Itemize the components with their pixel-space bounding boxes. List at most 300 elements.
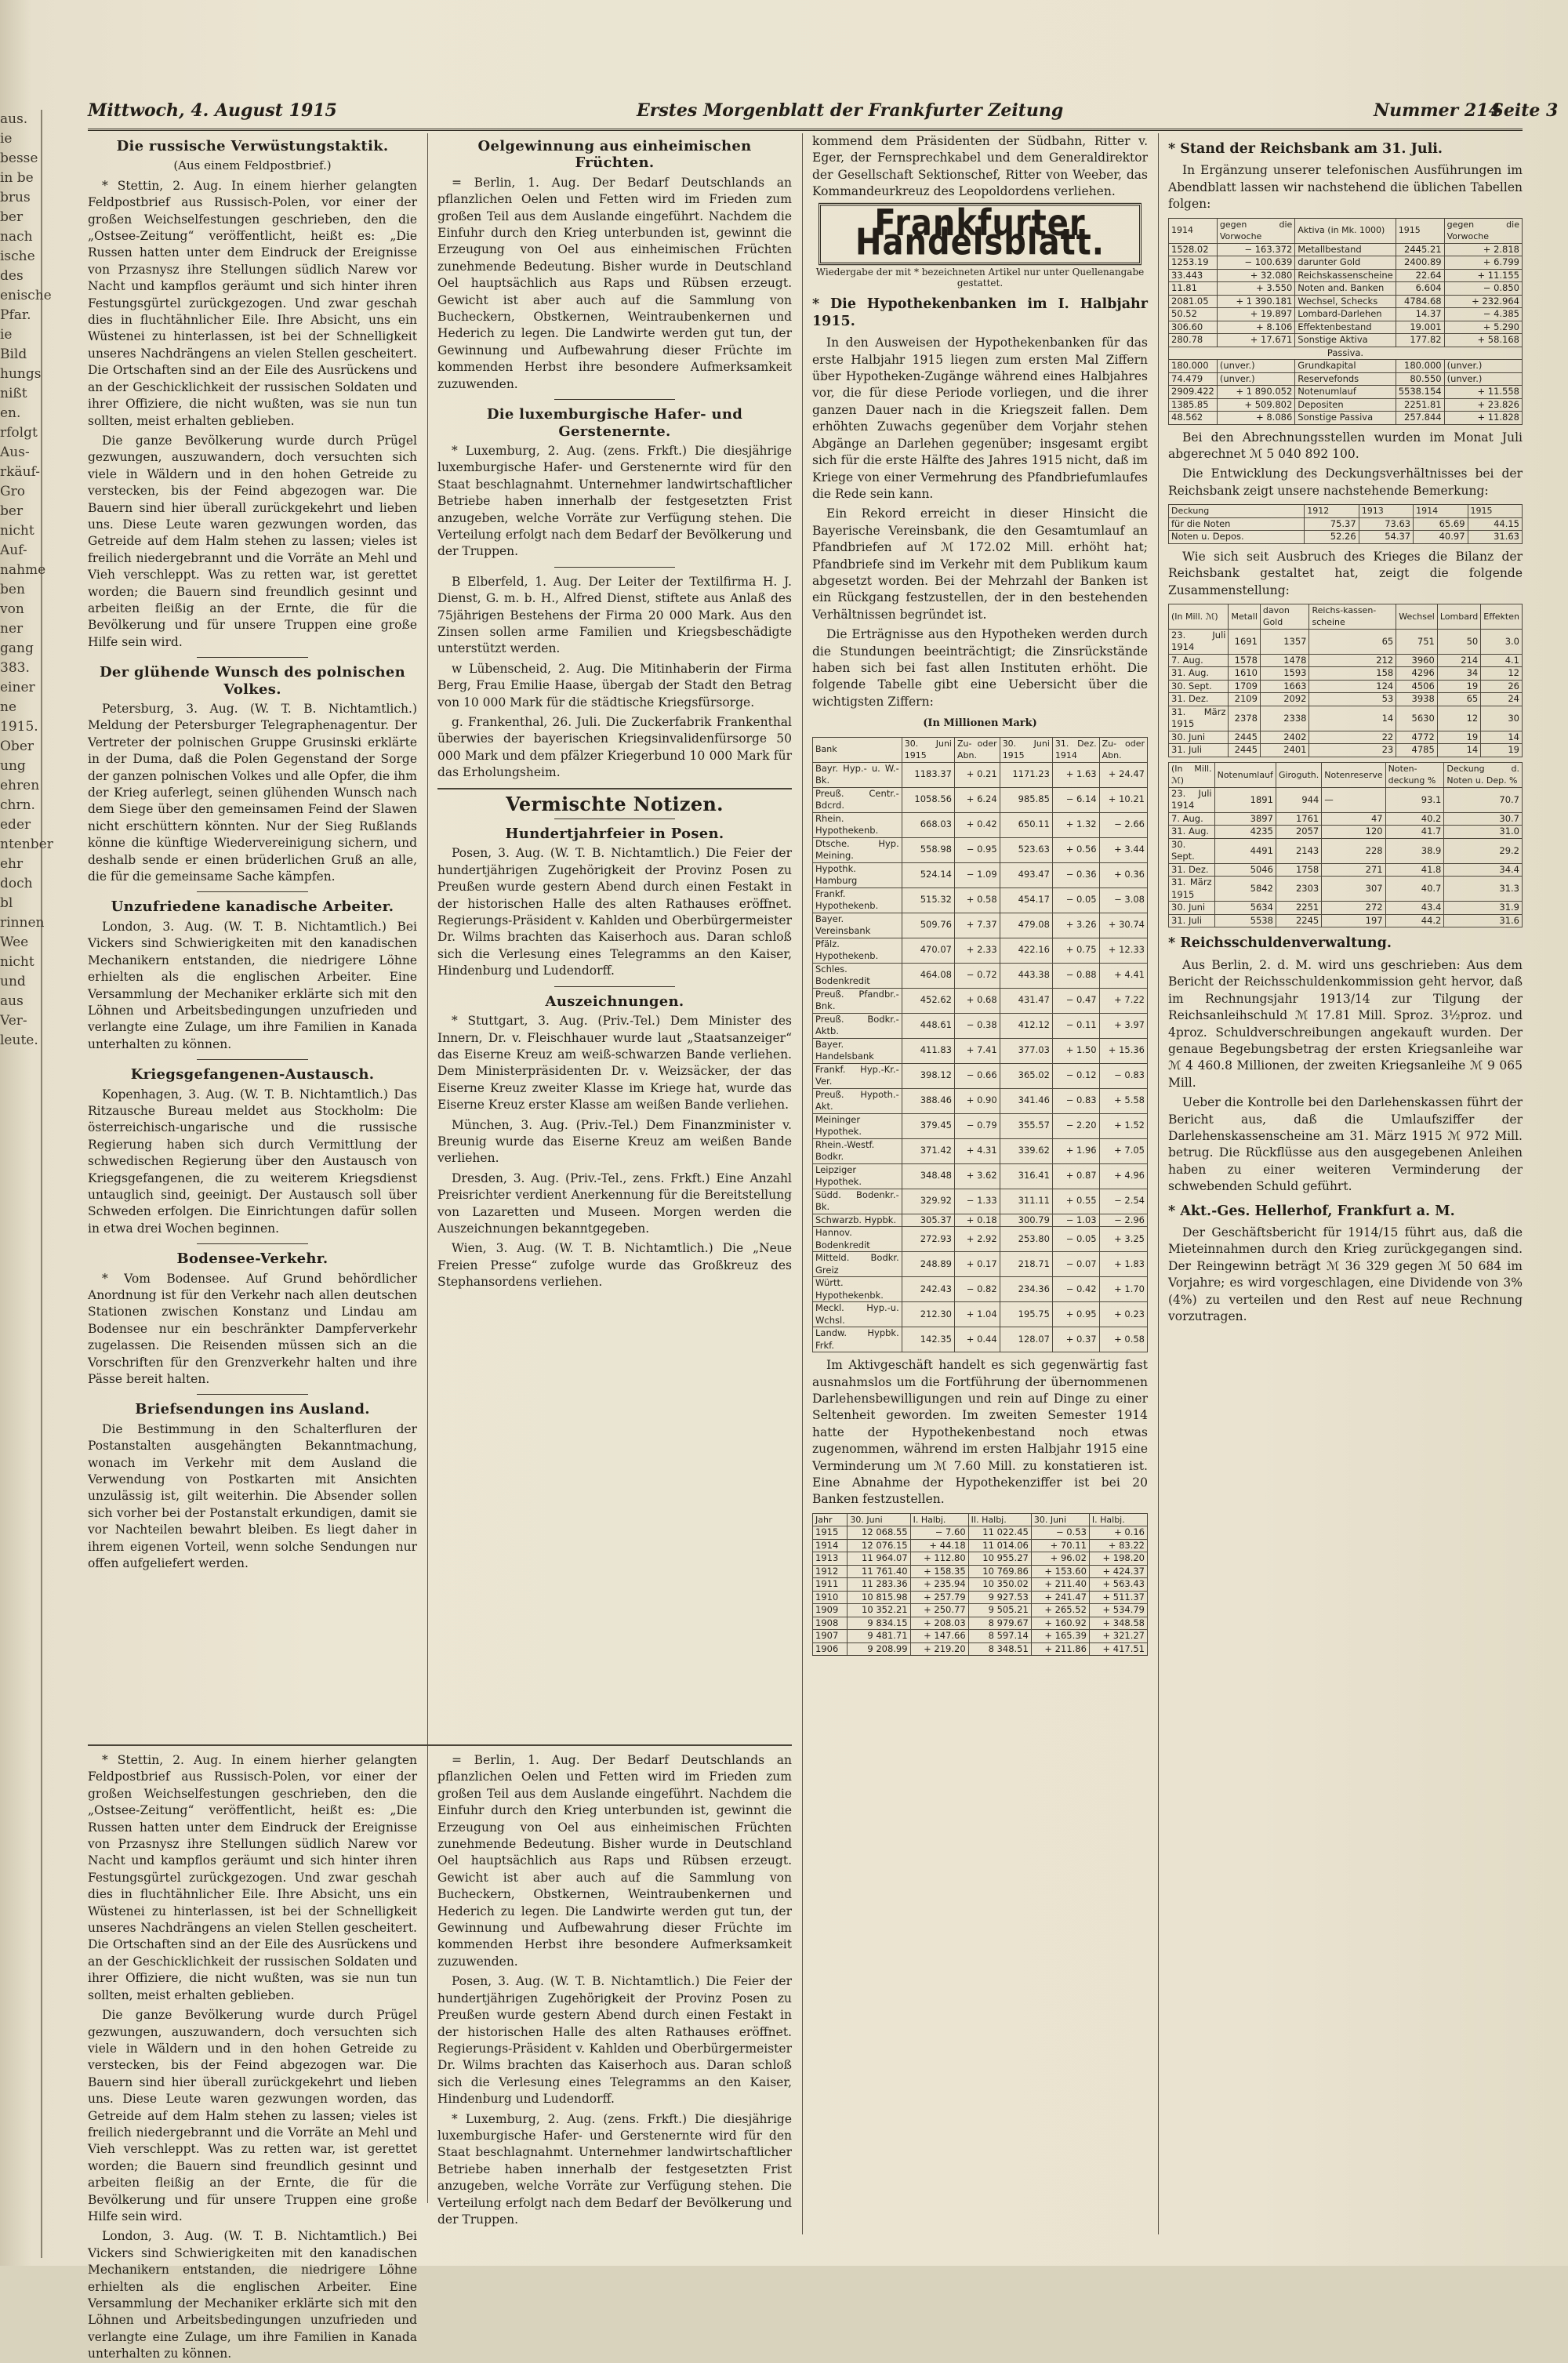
column-header: Metall xyxy=(1229,604,1260,629)
strip-fragment: hungs xyxy=(0,366,42,382)
column-header: 1912 xyxy=(1305,505,1359,518)
table-cell: − 2.96 xyxy=(1099,1214,1147,1227)
column-header: 1914 xyxy=(1414,505,1468,518)
table-cell: 2092 xyxy=(1260,693,1309,706)
table-cell: + 0.95 xyxy=(1052,1302,1099,1327)
table-cell: 1758 xyxy=(1276,863,1321,877)
article-paragraph: Der Geschäftsbericht für 1914/15 führt aus, daß die Mieteinnahmen durch den Krieg zurückgegangen sind. Der Reingewinn beträgt ℳ 36 329 gegen ℳ 50 684 im Vorjahre; es wird vorgeschlagen, eine Dividende von 3% (4%) zu verteilen und den Rest auf neue Rechnung vorzutragen. xyxy=(1168,1225,1523,1323)
table-row xyxy=(1169,693,1523,706)
table-cell: 452.62 xyxy=(902,988,954,1013)
table-cell: − 0.53 xyxy=(1031,1526,1089,1540)
table-cell: Reservefonds xyxy=(1295,372,1396,386)
column-header: Deckung xyxy=(1169,505,1305,518)
table-cell: 558.98 xyxy=(902,837,954,862)
table-cell: − 0.82 xyxy=(954,1277,1000,1302)
table-cell: 23. Juli 1914 xyxy=(1169,787,1215,812)
table-cell: 329.92 xyxy=(902,1189,954,1214)
table-cell: 2401 xyxy=(1260,744,1309,757)
table-cell: 944 xyxy=(1276,787,1321,812)
column-rule xyxy=(802,133,803,2234)
table-cell: 1906 xyxy=(813,1642,848,1656)
article-title: * Die Hypothekenbanken im I. Halbjahr 1915. xyxy=(812,296,1148,329)
masthead-page: Seite 3 xyxy=(1491,100,1559,121)
table-cell: − 0.66 xyxy=(954,1063,1000,1088)
article-paragraph: In den Ausweisen der Hypothekenbanken für das erste Halbjahr 1915 liegen zum ersten Mal Ziffern über Hypotheken-Zugänge während eines Halbjahres vor, die für diese Periode vorliegen, und die ihrer ganzen Dauer nach in die Kriegszeit fallen. Dem erhöhten Zuwachs gegenüber dem Vorjahr stehen Abgänge an Darlehen gegenüber; insgesamt ergibt sich für die erste Hälfte des Jahres 1915 nicht, daß im Kriege von einer Vermehrung des Pfandbriefumlaufes die Rede sein kann. xyxy=(812,336,1148,501)
mortgage-history-table xyxy=(812,1513,1148,1657)
table-cell: − 0.05 xyxy=(1052,887,1099,913)
table-cell: 74.479 xyxy=(1169,372,1218,386)
table-cell: 31.3 xyxy=(1444,877,1523,902)
column-header: davon Gold xyxy=(1260,604,1309,629)
strip-fragment: rfolgt xyxy=(0,425,38,441)
column-rule xyxy=(427,133,428,2203)
table-cell: − 0.47 xyxy=(1052,988,1099,1013)
table-cell: 1610 xyxy=(1229,667,1260,681)
table-cell: − 0.36 xyxy=(1052,862,1099,887)
passiva-label: Passiva. xyxy=(1169,347,1523,360)
table-cell: 180.000 xyxy=(1169,360,1218,373)
table-cell: Sonstige Aktiva xyxy=(1295,334,1396,347)
table-cell: + 4.41 xyxy=(1099,963,1147,988)
table-cell: + 0.87 xyxy=(1052,1163,1099,1189)
table-cell: + 511.37 xyxy=(1089,1591,1147,1604)
strip-fragment: ntenber xyxy=(0,837,53,852)
table-cell: 448.61 xyxy=(902,1013,954,1038)
column-header: Noten-deckung % xyxy=(1385,762,1444,787)
column-header: Zu- oder Abn. xyxy=(1099,737,1147,762)
column-header: (In Mill. ℳ) xyxy=(1169,604,1229,629)
table-cell: + 235.94 xyxy=(910,1578,968,1592)
table-cell: − 1.33 xyxy=(954,1189,1000,1214)
table-cell: 3.0 xyxy=(1481,629,1523,654)
table-cell: Mitteld. Bodkr. Greiz xyxy=(813,1252,902,1277)
table-cell: 2338 xyxy=(1260,706,1309,731)
table-cell: 2303 xyxy=(1276,877,1321,902)
table-cell: 10 350.02 xyxy=(968,1578,1031,1592)
table-cell: 218.71 xyxy=(1000,1252,1052,1277)
table-row xyxy=(813,1038,1148,1063)
column-4 xyxy=(1168,133,1523,2242)
strip-fragment: 1915. xyxy=(0,719,38,735)
table-cell: 180.000 xyxy=(1396,360,1444,373)
table-cell: 2402 xyxy=(1260,731,1309,744)
table-cell: 377.03 xyxy=(1000,1038,1052,1063)
table-cell: 2251 xyxy=(1276,902,1321,915)
column-header: I. Halbj. xyxy=(910,1513,968,1526)
table-cell: + 11.558 xyxy=(1444,386,1522,399)
table-cell: 11 964.07 xyxy=(848,1552,910,1566)
table-cell: 29.2 xyxy=(1444,838,1523,863)
table-cell: 43.4 xyxy=(1385,902,1444,915)
table-cell: + 241.47 xyxy=(1031,1591,1089,1604)
separator xyxy=(197,657,309,658)
table-cell: 305.37 xyxy=(902,1214,954,1227)
table-cell: 31.63 xyxy=(1468,531,1522,544)
table-cell: Rhein.-Westf. Bodkr. xyxy=(813,1138,902,1163)
article-paragraph: Wie sich seit Ausbruch des Krieges die Bilanz der Reichsbank gestaltet hat, zeigt die folgende Zusammenstellung: xyxy=(1168,549,1523,597)
strip-fragment: ische xyxy=(0,249,35,264)
table-cell: 1911 xyxy=(813,1578,848,1592)
article-paragraph: * Stettin, 2. Aug. In einem hierher gelangten Feldpostbrief aus Russisch-Polen, vor einer der großen Weichselfestungen geschrieben, den die „Ostsee-Zeitung“ veröffentlicht, heißt es: „Die Russen hatten unter dem Eindruck der Ereignisse von Przasnysz ihre Stellungen südlich Narew vor Nacht und kampflos geräumt und sich hinter ihren Festungsgürtel zurückgezogen. Und zwar geschah dies in fluchtähnlicher Eile. Ihre Absicht, uns ein Wüstenei zu hinterlassen, ist bei der Schnelligkeit unseres Nachdrängens an vielen Stellen gescheitert. Die Ortschaften sind an der Eile des Ausrückens und an der Geschicklichkeit der russischen Soldaten und ihrer Offiziere, die nicht wußten, was sie nun tun sollten, meist erhalten geblieben. xyxy=(88,1753,417,2002)
column-header: Effekten xyxy=(1481,604,1523,629)
table-cell: 2445 xyxy=(1229,731,1260,744)
table-cell: + 6.799 xyxy=(1444,256,1522,270)
table-cell: + 30.74 xyxy=(1099,913,1147,938)
table-cell: + 15.36 xyxy=(1099,1038,1147,1063)
table-cell: 34.4 xyxy=(1444,863,1523,877)
table-cell: + 12.33 xyxy=(1099,938,1147,963)
table-cell: 53 xyxy=(1309,693,1396,706)
table-cell: + 232.964 xyxy=(1444,295,1522,308)
table-cell: 348.48 xyxy=(902,1163,954,1189)
article-title: Der glühende Wunsch des polnischen Volkes. xyxy=(99,664,406,698)
table-cell: Pfälz. Hypothekenb. xyxy=(813,938,902,963)
table-cell: 19.001 xyxy=(1396,321,1444,334)
separator xyxy=(197,1243,309,1244)
table-cell: 1709 xyxy=(1229,680,1260,693)
table-cell: 388.46 xyxy=(902,1088,954,1113)
table-cell: + 0.37 xyxy=(1052,1327,1099,1352)
table-cell: + 0.90 xyxy=(954,1088,1000,1113)
table-cell: 40.2 xyxy=(1385,812,1444,826)
article-title: Die luxemburgische Hafer- und Gerstenernte. xyxy=(486,406,743,440)
table-cell: 10 955.27 xyxy=(968,1552,1031,1566)
table-cell: + 153.60 xyxy=(1031,1565,1089,1578)
table-cell: 14.37 xyxy=(1396,308,1444,321)
table-row xyxy=(1169,914,1523,927)
table-cell: 197 xyxy=(1322,914,1385,927)
table-cell: − 163.372 xyxy=(1217,243,1294,256)
table-cell: 1907 xyxy=(813,1630,848,1643)
strip-fragment: nicht xyxy=(0,954,34,970)
table-cell: 751 xyxy=(1396,629,1438,654)
strip-fragment: einer xyxy=(0,680,35,695)
table-cell: − 6.14 xyxy=(1052,787,1099,812)
table-cell: Reichskassenscheine xyxy=(1295,269,1396,282)
table-cell: 1663 xyxy=(1260,680,1309,693)
table-cell: − 0.83 xyxy=(1052,1088,1099,1113)
table-row xyxy=(1169,838,1523,863)
table-cell: 524.14 xyxy=(902,862,954,887)
table-cell: 40.7 xyxy=(1385,877,1444,902)
table-cell: + 8.086 xyxy=(1217,412,1294,425)
table-cell: 1913 xyxy=(813,1552,848,1566)
strip-fragment: Wee xyxy=(0,935,29,950)
table-cell: 1915 xyxy=(813,1526,848,1540)
table-cell: 195.75 xyxy=(1000,1302,1052,1327)
table-row xyxy=(1169,531,1523,544)
article-title: Hundertjahrfeier in Posen. xyxy=(505,826,724,843)
column-header: II. Halbj. xyxy=(968,1513,1031,1526)
table-cell: + 19.897 xyxy=(1217,308,1294,321)
table-cell: 23. Juli 1914 xyxy=(1169,629,1229,654)
column-header: Wechsel xyxy=(1396,604,1438,629)
table-cell: 4.1 xyxy=(1481,654,1523,667)
table-cell: + 348.58 xyxy=(1089,1617,1147,1630)
table-cell: 124 xyxy=(1309,680,1396,693)
table-row xyxy=(813,1591,1148,1604)
table-cell: (unver.) xyxy=(1444,372,1522,386)
strip-fragment: chrn. xyxy=(0,797,35,813)
table-cell: + 7.22 xyxy=(1099,988,1147,1013)
article-paragraph: München, 3. Aug. (Priv.-Tel.) Dem Finanzminister v. Breunig wurde das Eiserne Kreuz am weißen Bande verliehen. xyxy=(437,1117,792,1166)
article-paragraph: * Vom Bodensee. Auf Grund behördlicher Anordnung ist für den Verkehr nach allen deutschen Stationen zwischen Konstanz und Lindau am Bodensee nur ein beschränkter Dampferverkehr zugelassen. Die Reisenden müssen sich an die Vorschriften für den Grenzverkehr halten und ihre Pässe bereit halten. xyxy=(88,1271,417,1387)
table-cell: 31.9 xyxy=(1444,902,1523,915)
article-paragraph: Die Erträgnisse aus den Hypotheken werden durch die Stundungen beeinträchtigt; die Zinsrückstände haben sich bei fast allen Instituten erhöht. Die folgende Tabelle gibt eine Uebersicht über die wichtigsten Ziffern: xyxy=(812,627,1148,709)
article-paragraph: kommend dem Präsidenten der Südbahn, Ritter v. Eger, der Fernsprechkabel und dem Generaldirektor der Gesellschaft Sektionschef, Ritter von Weeber, das Kommandeurkreuz des Leopoldordens verliehen. xyxy=(812,134,1148,199)
table-row xyxy=(1169,517,1523,531)
table-row xyxy=(1169,412,1523,425)
table-row xyxy=(813,1604,1148,1617)
table-cell: + 0.23 xyxy=(1099,1302,1147,1327)
table-cell: 1183.37 xyxy=(902,762,954,787)
table-cell: − 0.850 xyxy=(1444,282,1522,296)
article-paragraph: w Lübenscheid, 2. Aug. Die Mitinhaberin der Firma Berg, Frau Emilie Haase, übergab der Stadt den Betrag von 10 000 Mark für die städtische Kriegsfürsorge. xyxy=(437,661,792,710)
table-cell: + 1 890.052 xyxy=(1217,386,1294,399)
table-row xyxy=(813,963,1148,988)
table-cell: + 250.77 xyxy=(910,1604,968,1617)
column-header: 1915 xyxy=(1468,505,1522,518)
table-row xyxy=(813,1630,1148,1643)
table-cell: Noten and. Banken xyxy=(1295,282,1396,296)
table-cell: 5046 xyxy=(1214,863,1276,877)
column-1-lower xyxy=(88,1752,417,2361)
table-cell: 10 815.98 xyxy=(848,1591,910,1604)
table-cell: − 2.54 xyxy=(1099,1189,1147,1214)
article-paragraph: = Berlin, 1. Aug. Der Bedarf Deutschlands an pflanzlichen Oelen und Fetten wird im Frieden zum großen Teil aus dem Auslande eingeführt. Nachdem die Einfuhr durch den Krieg unterbunden ist, gewinnt die Erzeugung von Oel aus einheimischen Früchten zunehmende Bedeutung. Bisher wurde in Deutschland Oel hauptsächlich aus Raps und Rübsen erzeugt. Gewicht ist aber auch auf die Sammlung von Bucheckern, Obstkernen, Weintraubenkernen und Hederich zu legen. Die Landwirte werden gut tun, der Gewinnung und Aufbewahrung dieser Früchte im kommenden Herbst ihre besondere Aufmerksamkeit zuzuwenden. xyxy=(437,175,792,391)
table-cell: 1385.85 xyxy=(1169,398,1218,412)
table-cell: 19 xyxy=(1481,744,1523,757)
table-cell: 24 xyxy=(1481,693,1523,706)
table-row xyxy=(813,1642,1148,1656)
strip-fragment: nißt xyxy=(0,386,27,401)
table-cell: 54.37 xyxy=(1359,531,1413,544)
strip-fragment: doch xyxy=(0,876,33,891)
table-cell: 31. Juli xyxy=(1169,744,1229,757)
table-cell: + 198.20 xyxy=(1089,1552,1147,1566)
strip-fragment: aus. xyxy=(0,111,28,127)
table-cell: + 5.58 xyxy=(1099,1088,1147,1113)
table-cell: 30. Juni xyxy=(1169,731,1229,744)
table-cell: 515.32 xyxy=(902,887,954,913)
table-cell: 11 283.36 xyxy=(848,1578,910,1592)
table-cell: + 208.03 xyxy=(910,1617,968,1630)
strip-fragment: Pfar. xyxy=(0,307,31,323)
strip-fragment: ie xyxy=(0,327,13,343)
table-row xyxy=(1169,308,1523,321)
table-cell: + 509.802 xyxy=(1217,398,1294,412)
table-cell: 2081.05 xyxy=(1169,295,1218,308)
table-cell: + 0.36 xyxy=(1099,862,1147,887)
strip-fragment: besse xyxy=(0,151,38,166)
table-cell: 11 022.45 xyxy=(968,1526,1031,1540)
article-paragraph: Aus Berlin, 2. d. M. wird uns geschrieben: Aus dem Bericht der Reichsschuldenkommission geht hervor, daß im Rechnungsjahr 1913/14 zur Tilgung der Reichsanleihschuld ℳ 17.81 Mill. Sprоz. 3½proz. und 4proz. Schuldverschreibungen angekauft wurden. Der genaue Begebungsbetrag der ersten Kriegsanleihe war ℳ 4 460.8 Millionen, der zweiten Kriegsanleihe ℳ 9 065 Mill. xyxy=(1168,957,1523,1090)
column-header: Jahr xyxy=(813,1513,848,1526)
table-cell: 339.62 xyxy=(1000,1138,1052,1163)
table-cell: (unver.) xyxy=(1217,372,1294,386)
table-row xyxy=(813,1189,1148,1214)
table-cell: 14 xyxy=(1309,706,1396,731)
table-cell: 31. März 1915 xyxy=(1169,706,1229,731)
column-header: gegen die Vorwoche xyxy=(1217,218,1294,243)
table-cell: + 1.52 xyxy=(1099,1113,1147,1138)
table-cell: Dtsche. Hyp. Meining. xyxy=(813,837,902,862)
section-masthead: Frankfurter Handelsblatt. xyxy=(818,202,1142,264)
table-cell: 10 769.86 xyxy=(968,1565,1031,1578)
table-cell: 1593 xyxy=(1260,667,1309,681)
article-title: * Akt.-Ges. Hellerhof, Frankfurt a. M. xyxy=(1168,1203,1455,1219)
separator xyxy=(554,567,675,568)
table-cell: 31. Aug. xyxy=(1169,826,1215,839)
table-cell: 4772 xyxy=(1396,731,1438,744)
column-header: 30. Juni xyxy=(1031,1513,1089,1526)
table-cell: 10 352.21 xyxy=(848,1604,910,1617)
column-header: 30. Juni 1915 xyxy=(1000,737,1052,762)
table-cell: 365.02 xyxy=(1000,1063,1052,1088)
table-cell: + 7.37 xyxy=(954,913,1000,938)
table-cell: 70.7 xyxy=(1444,787,1523,812)
table-cell: + 44.18 xyxy=(910,1539,968,1552)
column-header: 1915 xyxy=(1396,218,1444,243)
table-row xyxy=(813,1252,1148,1277)
table-cell: + 58.168 xyxy=(1444,334,1522,347)
table-cell: + 11.155 xyxy=(1444,269,1522,282)
table-cell: 248.89 xyxy=(902,1252,954,1277)
article-paragraph: Petersburg, 3. Aug. (W. T. B. Nichtamtlich.) Meldung der Petersburger Telegraphenagentur. Der Vertreter der polnischen Gruppe Grusinski erklärte in der Duma, daß die Polen Gegenstand der Sorge der ganzen polnischen Volkes und alle Opfer, die ihm der Krieg auferlegt, seinen glühenden Wunsch nach dem Siege über den gemeinsamen Feind der Slawen nicht erschüttern könnten. Nur der Sieg Rußlands könne die künftige Wiedervereinigung sichern, und deshalb sende er einen brüderlichen Gruß an alle, die für die gemeinsame Sache kämpfen. xyxy=(88,702,417,884)
table-cell: 411.83 xyxy=(902,1038,954,1063)
table-cell: 22.64 xyxy=(1396,269,1444,282)
table-cell: Leipziger Hypothek. xyxy=(813,1163,902,1189)
table-row xyxy=(813,1539,1148,1552)
table-cell: 271 xyxy=(1322,863,1385,877)
table-cell: + 17.671 xyxy=(1217,334,1294,347)
table-cell: 11 761.40 xyxy=(848,1565,910,1578)
table-cell: Frankf. Hyp.-Kr.-Ver. xyxy=(813,1063,902,1088)
table-cell: 272.93 xyxy=(902,1227,954,1252)
table-cell: 1357 xyxy=(1260,629,1309,654)
strip-fragment: rinnen xyxy=(0,915,45,931)
strip-fragment: 383. xyxy=(0,660,30,676)
article-paragraph: Die ganze Bevölkerung wurde durch Prügel gezwungen, auszuwandern, doch versuchten sich viele in Wäldern und in den hohen Getreide zu verstecken, bis der Feind abgezogen war. Die Bauern sind hier überall zurückgekehrt und lieben uns. Diese Leute waren gezwungen worden, das Getreide auf dem Halm stehen zu lassen; vieles ist freilich niedergebrannt und die Vorräte an Mehl und Vieh verschleppt. Was zu retten war, ist gerettet worden; die Bauern sind freundlich gesinnt und arbeiten fleißig an der Ernte, die für die Bevölkerung und für unsere Truppen eine große Hilfe sein wird. xyxy=(88,433,417,649)
table-cell: Preuß. Centr.-Bdcrd. xyxy=(813,787,902,812)
table-cell: 1910 xyxy=(813,1591,848,1604)
strip-fragment: leute. xyxy=(0,1033,38,1048)
table-cell: + 4.31 xyxy=(954,1138,1000,1163)
table-cell: + 8.106 xyxy=(1217,321,1294,334)
strip-fragment: Gro xyxy=(0,484,25,499)
table-cell: 2109 xyxy=(1229,693,1260,706)
table-cell: (unver.) xyxy=(1217,360,1294,373)
table-cell: + 83.22 xyxy=(1089,1539,1147,1552)
table-cell: Rhein. Hypothekenb. xyxy=(813,812,902,837)
table-cell: 371.42 xyxy=(902,1138,954,1163)
table-cell: 4235 xyxy=(1214,826,1276,839)
strip-fragment: brus xyxy=(0,190,31,205)
table-cell: 2245 xyxy=(1276,914,1321,927)
table-cell: + 0.18 xyxy=(954,1214,1000,1227)
table-cell: 177.82 xyxy=(1396,334,1444,347)
table-cell: 443.38 xyxy=(1000,963,1052,988)
table-cell: 412.12 xyxy=(1000,1013,1052,1038)
table-cell: 2400.89 xyxy=(1396,256,1444,270)
table-cell: Landw. Hypbk. Frkf. xyxy=(813,1327,902,1352)
table-cell: (unver.) xyxy=(1444,360,1522,373)
table-cell: 33.443 xyxy=(1169,269,1218,282)
table-cell: + 7.05 xyxy=(1099,1138,1147,1163)
article-paragraph: Dresden, 3. Aug. (Priv.-Tel., zens. Frkft.) Eine Anzahl Preisrichter verdient Anerkennung für die Bereitstellung von Lazaretten und Museen. Morgen werden die Auszeichnungen bekanntgegeben. xyxy=(437,1171,792,1236)
table-row xyxy=(813,913,1148,938)
table-row xyxy=(1169,295,1523,308)
article-paragraph: Im Aktivgeschäft handelt es sich gegenwärtig fast ausnahmslos um die Fortführung der übernommenen Darlehensbewilligungen und rein auf Dinge zu einer Seltenheit geworden. Im zweiten Semester 1914 hatte der Hypothekenbestand noch etwas zugenommen, während im ersten Halbjahr 1915 eine Verminderung um ℳ 7.60 Mill. zu konstatieren ist. Eine Abnahme der Hypothekenziffer ist bei 20 Banken festzustellen. xyxy=(812,1358,1148,1507)
table-cell: + 147.66 xyxy=(910,1630,968,1643)
table-cell: 9 505.21 xyxy=(968,1604,1031,1617)
table-cell: Preuß. Bodkr.-Aktb. xyxy=(813,1013,902,1038)
table-cell: 509.76 xyxy=(902,913,954,938)
table-cell: 5634 xyxy=(1214,902,1276,915)
column-header: 1914 xyxy=(1169,218,1218,243)
table-row xyxy=(1169,321,1523,334)
table-row xyxy=(813,837,1148,862)
table-cell: 80.550 xyxy=(1396,372,1444,386)
table-row xyxy=(813,1227,1148,1252)
table-cell: 52.26 xyxy=(1305,531,1359,544)
table-cell: 280.78 xyxy=(1169,334,1218,347)
table-cell: 11 014.06 xyxy=(968,1539,1031,1552)
article-title: * Reichsschuldenverwaltung. xyxy=(1168,935,1392,952)
table-row xyxy=(1169,812,1523,826)
table-cell: + 2.92 xyxy=(954,1227,1000,1252)
table-cell: 2378 xyxy=(1229,706,1260,731)
table-cell: 253.80 xyxy=(1000,1227,1052,1252)
table-cell: 65.69 xyxy=(1414,517,1468,531)
table-cell: + 3.25 xyxy=(1099,1227,1147,1252)
table-cell: + 3.62 xyxy=(954,1163,1000,1189)
table-row xyxy=(1169,667,1523,681)
table-cell: + 0.17 xyxy=(954,1252,1000,1277)
table-row xyxy=(1169,863,1523,877)
article-paragraph: Die Bestimmung in den Schalterfluren der Postanstalten ausgehängten Bekanntmachung, wonach im Verkehr mit dem Ausland die Verwendung von Postkarten mit Ansichten unzulässig ist, gilt weiterhin. Die Absender sollen sich vorher bei der Postanstalt erkundigen, damit sie vor Nachteilen bewahrt bleiben. Es liegt daher in ihrem eigenen Vorteil, wenn solche Sendungen nur offen aufgeliefert werden. xyxy=(88,1421,417,1571)
section-rule xyxy=(88,1744,792,1746)
masthead-number: Nummer 214 xyxy=(1374,100,1501,121)
table-row xyxy=(813,812,1148,837)
table-cell: 4784.68 xyxy=(1396,295,1444,308)
strip-fragment: Bild xyxy=(0,347,27,362)
table-cell: 2909.422 xyxy=(1169,386,1218,399)
table-cell: + 417.51 xyxy=(1089,1642,1147,1656)
table-cell: + 0.55 xyxy=(1052,1189,1099,1214)
table-cell: + 112.80 xyxy=(910,1552,968,1566)
table-cell: 355.57 xyxy=(1000,1113,1052,1138)
section-rule xyxy=(437,788,792,789)
strip-fragment: ehr xyxy=(0,856,24,872)
article-paragraph: Ein Rekord erreicht in dieser Hinsicht die Bayerische Vereinsbank, die den Gesamtumlauf an Pfandbriefen auf ℳ 172.02 Mill. erhöht hat; Pfandbriefe sind im Verkehr mit dem Publikum kaum abgesetzt worden. Bei der Mehrzahl der Banken ist ein Rückgang festzustellen, der in den bestehenden Verhältnissen begründet ist. xyxy=(812,506,1148,622)
strip-fragment: ie xyxy=(0,131,13,147)
table-cell: Schles. Bodenkredit xyxy=(813,963,902,988)
table-cell: 8 979.67 xyxy=(968,1617,1031,1630)
table-cell: 4296 xyxy=(1396,667,1438,681)
strip-fragment: aus xyxy=(0,993,24,1009)
table-cell: 30. Sept. xyxy=(1169,838,1215,863)
table-cell: − 0.95 xyxy=(954,837,1000,862)
table-cell: 47 xyxy=(1322,812,1385,826)
table-cell: 493.47 xyxy=(1000,862,1052,887)
table-cell: + 0.56 xyxy=(1052,837,1099,862)
deckung-table xyxy=(1168,504,1523,544)
table-cell: 316.41 xyxy=(1000,1163,1052,1189)
table-cell: 454.17 xyxy=(1000,887,1052,913)
column-header: Deckung d. Noten u. Dep. % xyxy=(1444,762,1523,787)
table-cell: 31.0 xyxy=(1444,826,1523,839)
